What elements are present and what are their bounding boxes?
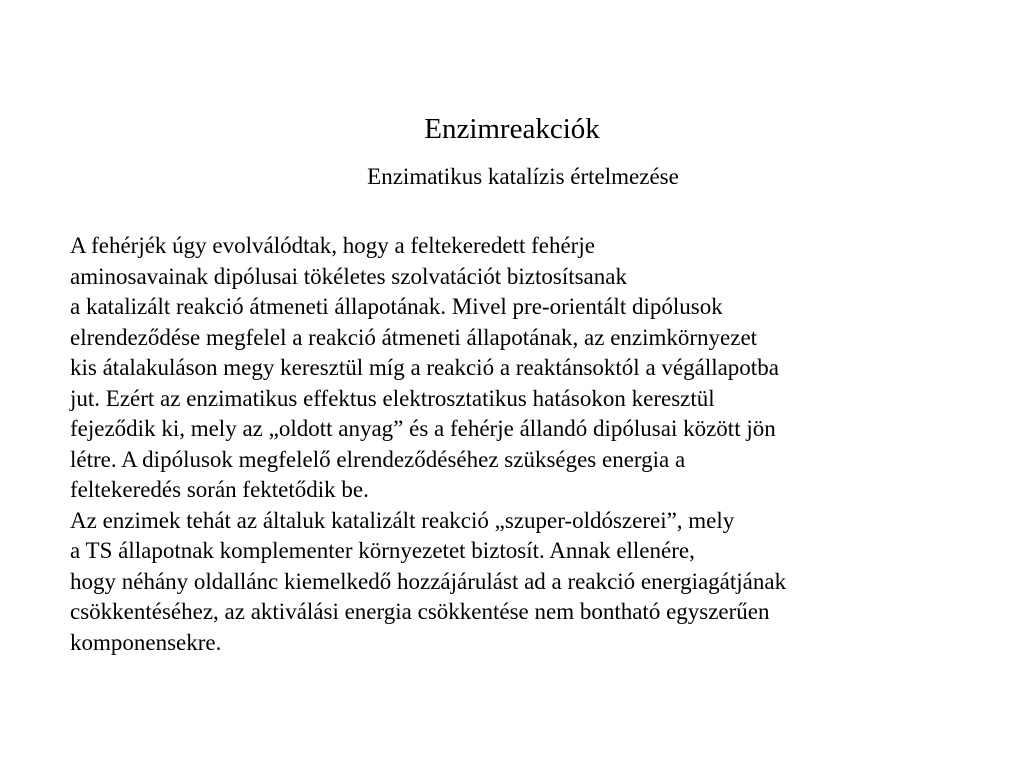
body-line: hogy néhány oldallánc kiemelkedő hozzájárulást ad a reakció energiagátjának (70, 568, 787, 594)
body-line: A fehérjék úgy evolválódtak, hogy a feltekeredett fehérje (70, 233, 595, 258)
body-line: a TS állapotnak komplementer környezetet biztosít. Annak ellenére, (70, 538, 695, 563)
slide-subtitle-text: Enzimatikus katalízis értelmezése (367, 164, 679, 189)
body-line: feltekeredés során fektetődik be. (70, 477, 369, 502)
slide-subtitle (0, 162, 1024, 192)
body-line: jut. Ezért az enzimatikus effektus elektrosztatikus hatásokon keresztül (70, 385, 715, 411)
body-line: kis átalakuláson megy keresztül míg a reakció a reaktánsoktól a végállapotba (70, 355, 779, 380)
body-paragraph (70, 231, 1010, 658)
body-line: a katalizált reakció átmeneti állapotának. Mivel pre-orientált dipólusok (70, 294, 723, 319)
body-line: komponensekre. (70, 629, 222, 655)
slide-title (0, 111, 1024, 147)
body-line: Az enzimek tehát az általuk katalizált reakció „szuper-oldószerei”, mely (70, 507, 735, 533)
body-line: aminosavainak dipólusai tökéletes szolvatációt biztosítsanak (70, 263, 627, 289)
body-line: létre. A dipólusok megfelelő elrendeződéséhez szükséges energia a (70, 446, 686, 472)
slide-title-text: Enzimreakciók (424, 113, 600, 145)
body-line: elrendeződése megfelel a reakció átmeneti állapotának, az enzimkörnyezet (70, 324, 758, 350)
body-line: csökkentéséhez, az aktiválási energia csökkentése nem bontható egyszerűen (70, 599, 770, 624)
body-line: fejeződik ki, mely az „oldott anyag” és a fehérje állandó dipólusai között jön (70, 416, 776, 441)
